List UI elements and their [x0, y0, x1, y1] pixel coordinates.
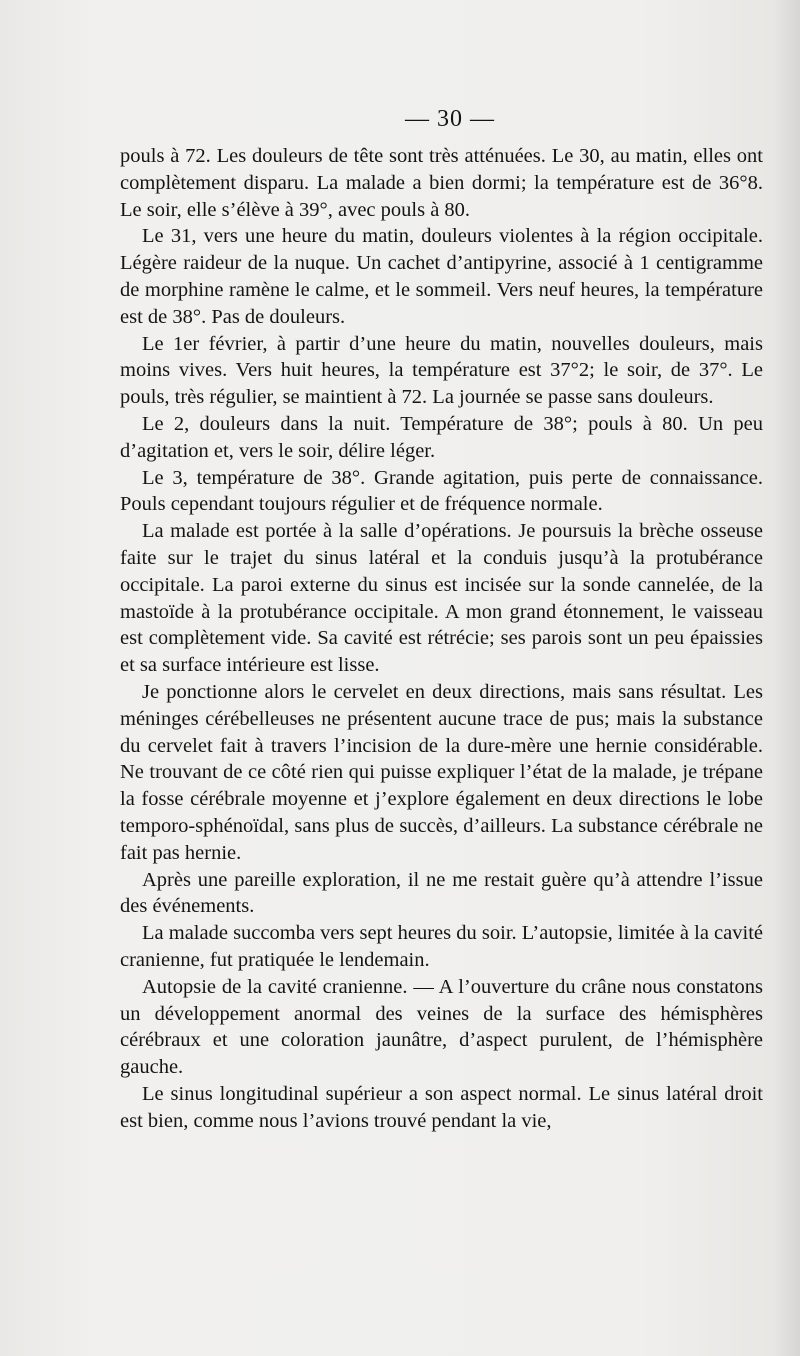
paragraph: La malade succomba vers sept heures du soir. L’autopsie, limitée à la cavité cranienne, fut pratiquée le lendemain. [120, 922, 763, 971]
paragraph: Après une pareille exploration, il ne me restait guère qu’à attendre l’issue des événements. [120, 868, 763, 918]
paragraph: Autopsie de la cavité cranienne. — A l’ouverture du crâne nous constatons un développement anormal des veines de la surface des hémisphères cérébraux et une coloration jaunâtre, d’aspect purulent, de l’hémisphère gauche. [120, 975, 763, 1079]
paragraph: Je ponctionne alors le cervelet en deux directions, mais sans résultat. Les méninges cérébelleuses ne présentent aucune trace de pus; mais la substance du cervelet fait à travers l’incision de la dure-mère une hernie considérable. Ne trouvant de ce côté rien qui puisse expliquer l’état de la malade, je trépane la fosse cérébrale moyenne et j’explore également en deux directions le lobe temporo-sphénoïdal, sans plus de succès, d’ailleurs. La substance cérébrale ne fait pas hernie. [120, 680, 763, 864]
paragraph: Le 1er février, à partir d’une heure du matin, nouvelles douleurs, mais moins vives. Vers huit heures, la température est 37°2; le soir, de 37°. Le pouls, très régulier, se maintient à 72. La journée se passe sans douleurs. [120, 332, 763, 409]
paragraph: Le 3, température de 38°. Grande agitation, puis perte de connaissance. Pouls cependant toujours régulier et de fréquence normale. [120, 466, 763, 516]
paragraph: pouls à 72. Les douleurs de tête sont très atténuées. Le 30, au matin, elles ont complètement disparu. La malade a bien dormi; la température est de 36°8. Le soir, elle s’élève à 39°, avec pouls à 80. [120, 145, 763, 221]
paragraph: Le 2, douleurs dans la nuit. Température de 38°; pouls à 80. Un peu d’agitation et, vers le soir, délire léger. [120, 412, 763, 462]
page-number: — 30 — [405, 106, 495, 132]
body-text [120, 143, 763, 1134]
paragraph: Le sinus longitudinal supérieur a son aspect normal. Le sinus latéral droit est bien, comme nous l’avions trouvé pendant la vie, [120, 1082, 763, 1132]
paragraph: La malade est portée à la salle d’opérations. Je poursuis la brèche osseuse faite sur le trajet du sinus latéral et la conduis jusqu’à la protubérance occipitale. La paroi externe du sinus est incisée sur la sonde cannelée, de la mastoïde à la protubérance occipitale. A mon grand étonnement, le vaisseau est complètement vide. Sa cavité est rétrécie; ses parois sont un peu épaissies et sa surface intérieure est lisse. [120, 520, 763, 677]
page-edge-shadow [774, 0, 800, 1356]
paragraph: Le 31, vers une heure du matin, douleurs violentes à la région occipitale. Légère raideur de la nuque. Un cachet d’antipyrine, associé à 1 centigramme de morphine ramène le calme, et le sommeil. Vers neuf heures, la température est de 38°. Pas de douleurs. [120, 225, 763, 328]
